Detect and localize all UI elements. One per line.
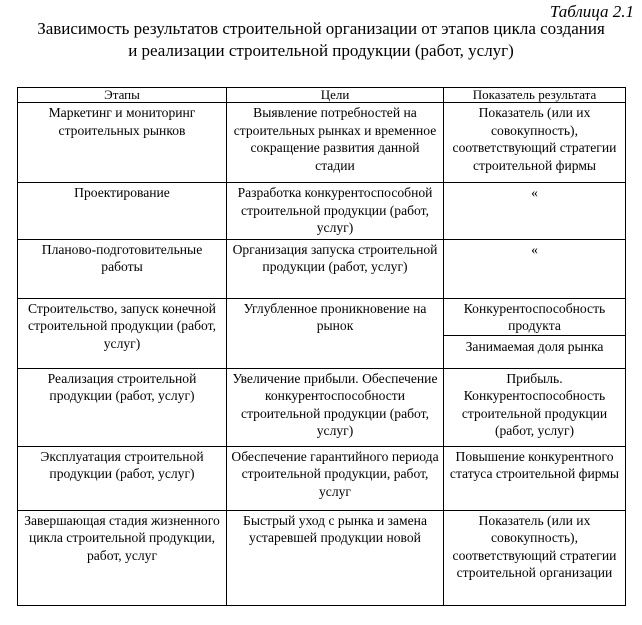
- table-row: [18, 368, 626, 446]
- goal-cell: Быстрый уход с рынка и замена устаревшей продукции новой: [227, 510, 444, 605]
- indicator-cell: [444, 298, 626, 368]
- table-row: [18, 510, 626, 605]
- goal-cell: Увеличение прибыли. Обеспечение конкурентоспособности строительной продукции (работ, услуг): [227, 368, 444, 446]
- indicator-cell: Прибыль. Конкурентоспособность строительной продукции (работ, услуг): [444, 368, 626, 446]
- stages-table: [17, 87, 626, 606]
- header-indicator: Показатель результата: [444, 88, 626, 103]
- indicator-cell: [444, 183, 626, 240]
- indicator-cell: Повышение конкурентного статуса строительной фирмы: [444, 446, 626, 510]
- table-header-row: [18, 88, 626, 103]
- goal-cell: Разработка конкурентоспособной строительной продукции (работ, услуг): [227, 183, 444, 240]
- table-title-line-2: и реализации строительной продукции (работ, услуг): [128, 41, 514, 60]
- ditto-mark: «: [531, 241, 538, 257]
- table-title: [0, 18, 642, 62]
- table-row: [18, 298, 626, 368]
- indicator-competitiveness: Конкурентоспособность продукта: [463, 300, 606, 333]
- stage-cell: Эксплуатация строительной продукции (работ, услуг): [18, 446, 227, 510]
- indicator-cell: [444, 239, 626, 298]
- stage-cell: Строительство, запуск конечной строительной продукции (работ, услуг): [18, 298, 227, 368]
- goal-cell: Углубленное проникновение на рынок: [227, 298, 444, 368]
- goal-cell: Выявление потребностей на строительных рынках и временное сокращение развития данной стадии: [227, 103, 444, 183]
- stage-cell: Завершающая стадия жизненного цикла строительной продукции, работ, услуг: [18, 510, 227, 605]
- header-stages: Этапы: [18, 88, 227, 103]
- table-row: [18, 446, 626, 510]
- table-row: [18, 183, 626, 240]
- stage-cell: Проектирование: [18, 183, 227, 240]
- ditto-mark: «: [531, 185, 538, 200]
- header-goals: Цели: [227, 88, 444, 103]
- indicator-cell: Показатель (или их совокупность), соответствующий стратегии строительной фирмы: [444, 103, 626, 183]
- stage-cell: Реализация строительной продукции (работ, услуг): [18, 368, 227, 446]
- table-row: [18, 103, 626, 183]
- goal-cell: Организация запуска строительной продукции (работ, услуг): [227, 239, 444, 298]
- indicator-market-share: Занимаемая доля рынка: [444, 335, 625, 356]
- stage-cell: Маркетинг и мониторинг строительных рынков: [18, 103, 227, 183]
- goal-cell: Обеспечение гарантийного периода строительной продукции, работ, услуг: [227, 446, 444, 510]
- indicator-cell: Показатель (или их совокупность), соответствующий стратегии строительной организации: [444, 510, 626, 605]
- table-row: [18, 239, 626, 298]
- stage-cell: Планово-подготовительные работы: [18, 239, 227, 298]
- table-caption: Таблица 2.1: [549, 2, 634, 21]
- table-title-line-1: Зависимость результатов строительной организации от этапов цикла создания: [37, 19, 605, 38]
